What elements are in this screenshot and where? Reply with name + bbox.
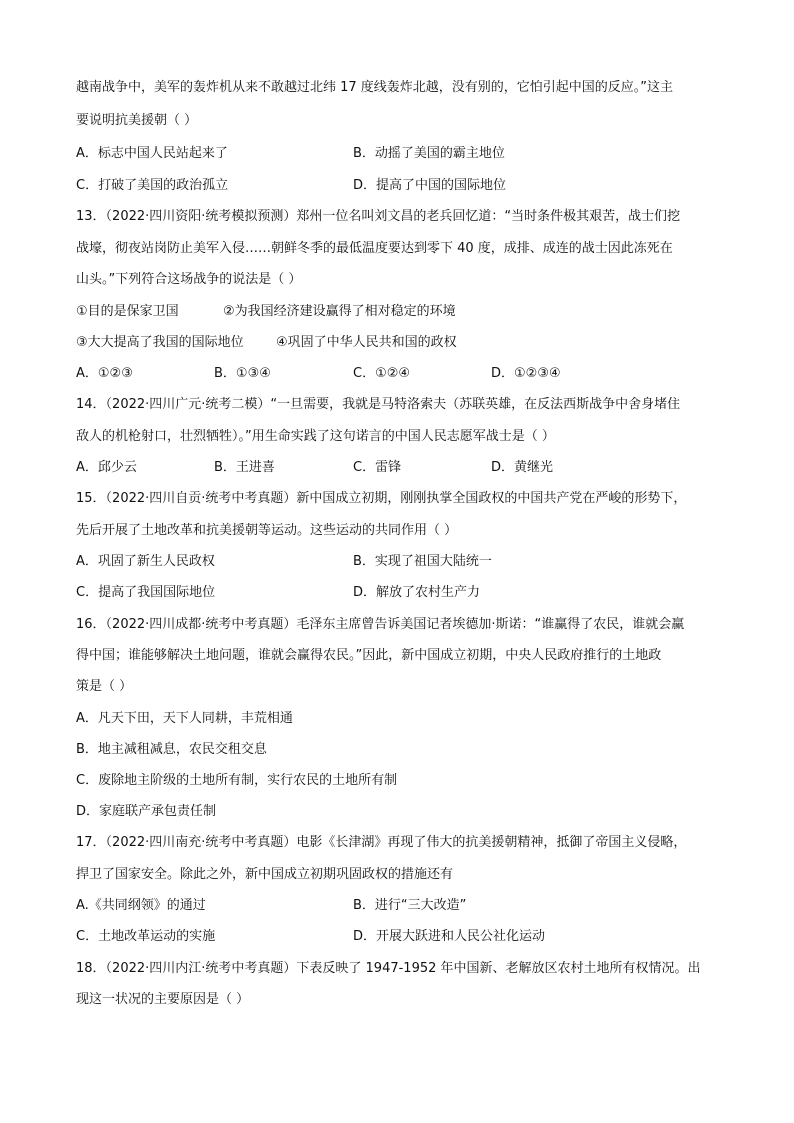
q17-option-c[interactable]: C．土地改革运动的实施: [76, 929, 216, 944]
q14-text-line-1: 14．（2022·四川广元·统考二模）“一旦需要，我就是马特洛索夫（苏联英雄，在反法西斯战争中舍身堵住: [76, 397, 681, 412]
q12-option-d[interactable]: D．提高了中国的国际地位: [353, 178, 507, 193]
q13-option-c[interactable]: C．①②④: [353, 366, 411, 381]
q16-option-c[interactable]: C．废除地主阶级的土地所有制，实行农民的土地所有制: [76, 773, 398, 788]
q17-text-line-1: 17．（2022·四川南充·统考中考真题）电影《长津湖》再现了伟大的抗美援朝精神，抵御了帝国主义侵略，: [76, 835, 687, 850]
q16-option-a[interactable]: A．凡天下田，天下人同耕，丰荒相通: [76, 711, 293, 726]
q13-item-2: ②为我国经济建设赢得了相对稳定的环境: [223, 304, 456, 319]
q18-text-line-1: 18．（2022·四川内江·统考中考真题）下表反映了 1947-1952 年中国新、老解放区农村土地所有权情况。出: [76, 961, 701, 976]
q16-option-b[interactable]: B．地主减租减息，农民交租交息: [76, 742, 267, 757]
q13-option-d[interactable]: D．①②③④: [491, 366, 561, 381]
q14-option-b[interactable]: B．王进喜: [214, 460, 275, 475]
q12-text-line-1: 越南战争中，美军的轰炸机从来不敢越过北纬 17 度线轰炸北越，没有别的，它怕引起中国的反应。”这主: [76, 80, 674, 95]
q13-option-b[interactable]: B．①③④: [214, 366, 271, 381]
q12-option-c[interactable]: C．打破了美国的政治孤立: [76, 178, 229, 193]
q13-item-4: ④巩固了中华人民共和国的政权: [276, 335, 457, 350]
q14-text-line-2: 敌人的机枪射口，壮烈牺牲）。”用生命实践了这句诺言的中国人民志愿军战士是（ ）: [76, 429, 555, 444]
q14-option-a[interactable]: A．邱少云: [76, 460, 137, 475]
q17-option-b[interactable]: B．进行“三大改造”: [353, 898, 467, 913]
q15-text-line-1: 15．（2022·四川自贡·统考中考真题）新中国成立初期，刚刚执掌全国政权的中国共产党在严峻的形势下，: [76, 491, 687, 506]
q16-option-d[interactable]: D．家庭联产承包责任制: [76, 804, 217, 819]
q12-text-line-2: 要说明抗美援朝（ ）: [76, 113, 198, 128]
q16-text-line-3: 策是（ ）: [76, 679, 133, 694]
q14-option-d[interactable]: D．黄继光: [491, 460, 554, 475]
q13-text-line-3: 山头。”下列符合这场战争的说法是（ ）: [76, 272, 302, 287]
q12-option-b[interactable]: B．动摇了美国的霸主地位: [353, 146, 505, 161]
q13-option-a[interactable]: A．①②③: [76, 366, 133, 381]
q14-option-c[interactable]: C．雷锋: [353, 460, 402, 475]
q13-item-1: ①目的是保家卫国: [76, 304, 179, 319]
q17-option-d[interactable]: D．开展大跃进和人民公社化运动: [353, 929, 546, 944]
q15-option-d[interactable]: D．解放了农村生产力: [353, 585, 481, 600]
q17-option-a[interactable]: A.《共同纲领》的通过: [76, 898, 206, 913]
q17-text-line-2: 捍卫了国家安全。除此之外，新中国成立初期巩固政权的措施还有: [76, 867, 454, 882]
q13-text-line-1: 13．（2022·四川资阳·统考模拟预测）郑州一位名叫刘文昌的老兵回忆道：“当时条件极其艰苦，战士们挖: [76, 209, 681, 224]
q15-text-line-2: 先后开展了土地改革和抗美援朝等运动。这些运动的共同作用（ ）: [76, 523, 458, 538]
q15-option-c[interactable]: C．提高了我国国际地位: [76, 585, 216, 600]
q13-text-line-2: 战壕，彻夜站岗防止美军入侵……朝鲜冬季的最低温度要达到零下 40 度，成排、成连的战士因此冻死在: [76, 241, 673, 256]
q16-text-line-1: 16．（2022·四川成都·统考中考真题）毛泽东主席曾告诉美国记者埃德加·斯诺：“谁赢得了农民，谁就会赢: [76, 617, 685, 632]
q15-option-b[interactable]: B．实现了祖国大陆统一: [353, 554, 492, 569]
q16-text-line-2: 得中国；谁能够解决土地问题，谁就会赢得农民。”因此，新中国成立初期，中央人民政府推行的土地政: [76, 648, 662, 663]
q18-text-line-2: 现这一状况的主要原因是（ ）: [76, 992, 250, 1007]
q13-item-3: ③大大提高了我国的国际地位: [76, 335, 244, 350]
q12-option-a[interactable]: A．标志中国人民站起来了: [76, 146, 228, 161]
q15-option-a[interactable]: A．巩固了新生人民政权: [76, 554, 215, 569]
